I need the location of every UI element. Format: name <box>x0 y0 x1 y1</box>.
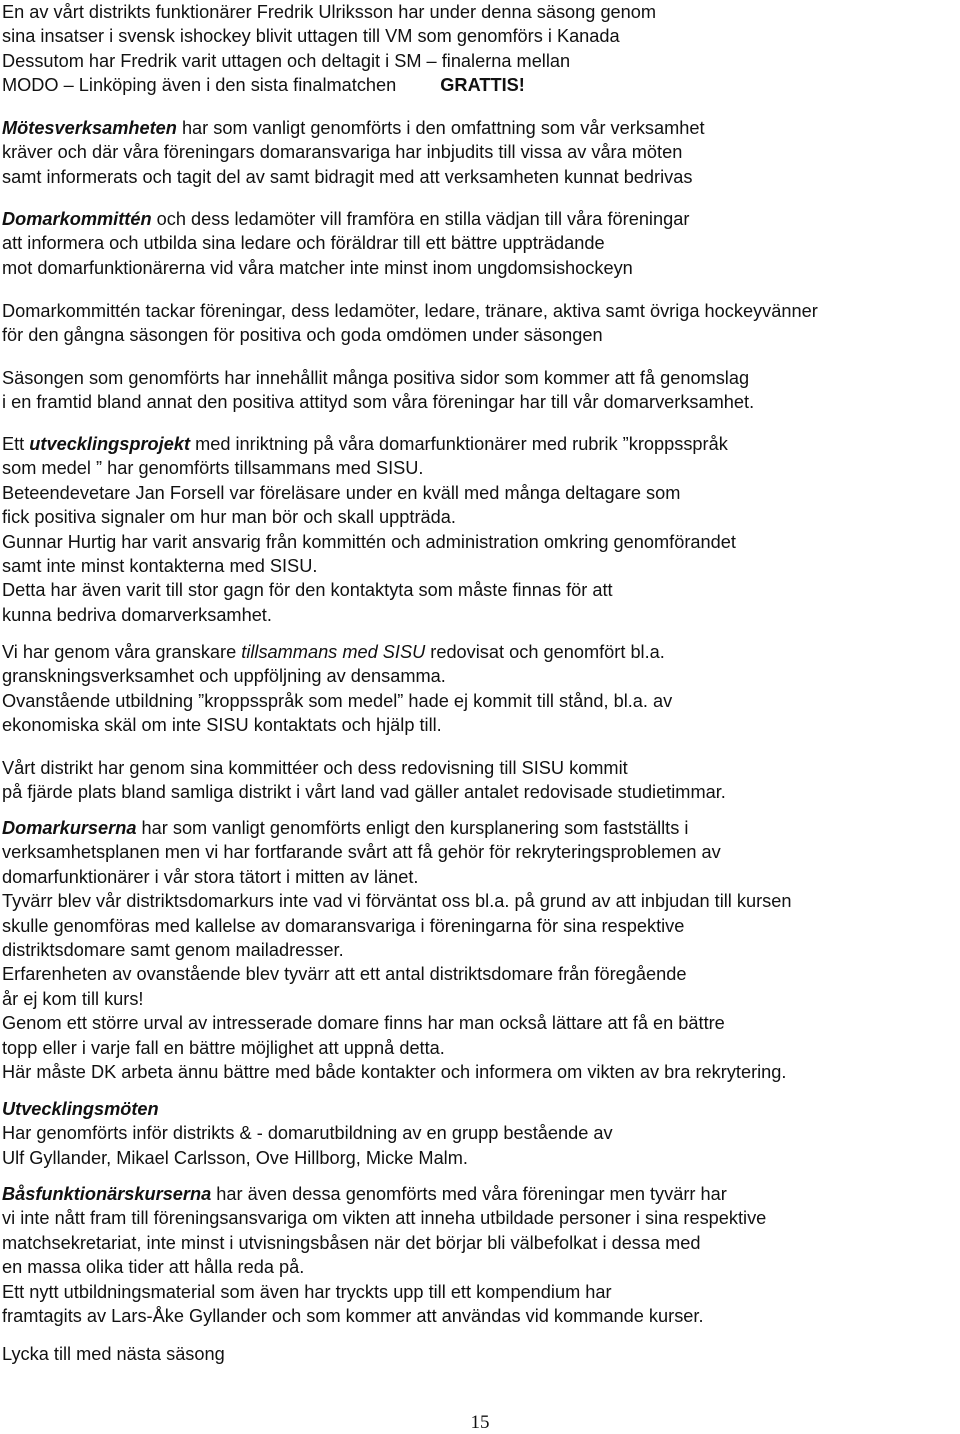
text-fragment: har som vanligt genomförts i den omfattning som vår verksamhet <box>176 118 705 138</box>
text-line: sina insatser i svensk ishockey blivit uttagen till VM som genomförs i Kanada <box>2 26 620 47</box>
text-line: Vårt distrikt har genom sina kommittéer och dess redovisning till SISU kommit <box>2 758 628 778</box>
text-line: Tyvärr blev vår distriktsdomarkurs inte vad vi förväntat oss bl.a. på grund av att inbjudan till kursen <box>2 891 792 912</box>
paragraph-ulriksson <box>2 0 656 98</box>
text-line <box>2 116 705 140</box>
text-fragment: MODO – Linköping även i den sista finalmatchen <box>2 75 397 96</box>
text-line: En av vårt distrikts funktionärer Fredrik Ulriksson har under denna säsong genom <box>2 2 657 22</box>
paragraph-utvecklingsmoten <box>2 1097 613 1170</box>
section-heading: Domarkurserna <box>2 818 137 838</box>
text-line <box>2 1182 766 1206</box>
text-fragment: med inriktning på våra domarfunktionärer med rubrik ”kroppsspråk <box>190 434 728 454</box>
text-line: kunna bedriva domarverksamhet. <box>2 604 272 625</box>
paragraph-domarkommitten <box>2 207 689 280</box>
paragraph-domarkurserna <box>2 816 792 1084</box>
page-number: 15 <box>470 1412 490 1433</box>
text-line: Säsongen som genomförts har innehållit många positiva sidor som kommer att få genomslag <box>2 368 750 388</box>
text-line: att informera och utbilda sina ledare och föräldrar till ett bättre uppträdande <box>2 233 605 254</box>
text-line: samt informerats och tagit del av samt bidragit med att verksamheten kunnat bedrivas <box>2 166 693 187</box>
text-line: topp eller i varje fall en bättre möjlighet att uppnå detta. <box>2 1037 445 1058</box>
text-line: Ett nytt utbildningsmaterial som även har tryckts upp till ett kompendium har <box>2 1281 612 1302</box>
text-line: för den gångna säsongen för positiva och goda omdömen under säsongen <box>2 325 603 346</box>
text-fragment: Ett <box>2 434 30 454</box>
text-fragment: redovisat och genomfört bl.a. <box>425 642 665 662</box>
paragraph-utvecklingsprojekt <box>2 432 736 627</box>
paragraph-studietimmar <box>2 756 726 805</box>
section-heading: Båsfunktionärskurserna <box>2 1184 212 1204</box>
paragraph-granskare <box>2 640 672 738</box>
text-fragment: Vi har genom våra granskare <box>2 642 242 662</box>
text-fragment: har även dessa genomförts med våra föreningar men tyvärr har <box>211 1184 727 1204</box>
text-line <box>2 816 792 840</box>
text-line: domarfunktionärer i vår stora tätort i mitten av länet. <box>2 866 419 887</box>
text-line: en massa olika tider att hålla reda på. <box>2 1257 305 1278</box>
text-line: kräver och där våra föreningars domaransvariga har inbjudits till vissa av våra möten <box>2 142 683 163</box>
text-line: fick positiva signaler om hur man bör och skall uppträda. <box>2 507 456 528</box>
text-line <box>2 432 736 456</box>
text-line: Dessutom har Fredrik varit uttagen och deltagit i SM – finalerna mellan <box>2 50 571 71</box>
text-line: distriktsdomare samt genom mailadresser. <box>2 940 344 961</box>
text-line: samt inte minst kontakterna med SISU. <box>2 556 318 577</box>
text-fragment: har som vanligt genomförts enligt den kursplanering som fastställts i <box>136 818 689 838</box>
text-line: Gunnar Hurtig har varit ansvarig från kommittén och administration omkring genomförandet <box>2 531 736 552</box>
text-line: Erfarenheten av ovanstående blev tyvärr att ett antal distriktsdomare från föregående <box>2 964 687 985</box>
text-line: granskningsverksamhet och uppföljning av densamma. <box>2 666 446 687</box>
text-line: som medel ” har genomförts tillsammans med SISU. <box>2 458 424 479</box>
text-line: Ulf Gyllander, Mikael Carlsson, Ove Hillborg, Micke Malm. <box>2 1147 468 1168</box>
text-line: matchsekretariat, inte minst i utvisningsbåsen när det börjar bli välbefolkat i dessa med <box>2 1232 701 1253</box>
text-line: Detta har även varit till stor gagn för den kontaktyta som måste finnas för att <box>2 580 613 601</box>
text-line: Ovanstående utbildning ”kroppsspråk som medel” hade ej kommit till stånd, bl.a. av <box>2 690 673 711</box>
section-heading: Utvecklingsmöten <box>2 1099 159 1119</box>
text-line: på fjärde plats bland samliga distrikt i vårt land vad gäller antalet redovisade studietimmar. <box>2 782 726 803</box>
paragraph-lycka-till <box>2 1342 225 1366</box>
text-line: Har genomförts inför distrikts & - domarutbildning av en grupp bestående av <box>2 1123 613 1144</box>
congrats-text: GRATTIS! <box>440 75 525 96</box>
text-line: Domarkommittén tackar föreningar, dess ledamöter, ledare, tränare, aktiva samt övriga hockeyvänner <box>2 301 818 321</box>
text-fragment: och dess ledamöter vill framföra en stilla vädjan till våra föreningar <box>151 209 690 229</box>
text-line: verksamhetsplanen men vi har fortfarande svårt att få gehör för rekryteringsproblemen av <box>2 842 721 863</box>
paragraph-motesverksamheten <box>2 116 705 189</box>
text-line <box>2 207 689 231</box>
section-heading: Mötesverksamheten <box>2 118 177 138</box>
paragraph-basfunktionarskurserna <box>2 1182 766 1328</box>
text-line-with-congrats <box>2 73 656 97</box>
text-line: ekonomiska skäl om inte SISU kontaktats och hjälp till. <box>2 715 442 736</box>
section-heading: Domarkommittén <box>2 209 152 229</box>
paragraph-sasongen <box>2 366 754 415</box>
text-line: skulle genomföras med kallelse av domaransvariga i föreningarna för sina respektive <box>2 915 685 936</box>
text-line: Genom ett större urval av intresserade domare finns har man också lättare att få en bättre <box>2 1013 725 1034</box>
text-line: år ej kom till kurs! <box>2 988 144 1009</box>
text-line: Beteendevetare Jan Forsell var föreläsare under en kväll med många deltagare som <box>2 482 681 503</box>
text-line: framtagits av Lars-Åke Gyllander och som kommer att användas vid kommande kurser. <box>2 1306 704 1327</box>
italic-text: tillsammans med SISU <box>241 642 426 662</box>
paragraph-tack <box>2 299 818 348</box>
text-line <box>2 640 672 664</box>
text-line: Här måste DK arbeta ännu bättre med både kontakter och informera om vikten av bra rekrytering. <box>2 1062 787 1083</box>
section-heading: utvecklingsprojekt <box>29 434 191 454</box>
text-line: i en framtid bland annat den positiva attityd som våra föreningar har till vår domarverksamhet. <box>2 392 755 413</box>
closing-line: Lycka till med nästa säsong <box>2 1344 225 1364</box>
text-line: mot domarfunktionärerna vid våra matcher inte minst inom ungdomsishockeyn <box>2 257 633 278</box>
text-line: vi inte nått fram till föreningsansvariga om vikten att inneha utbildade personer i sina respektive <box>2 1208 767 1229</box>
